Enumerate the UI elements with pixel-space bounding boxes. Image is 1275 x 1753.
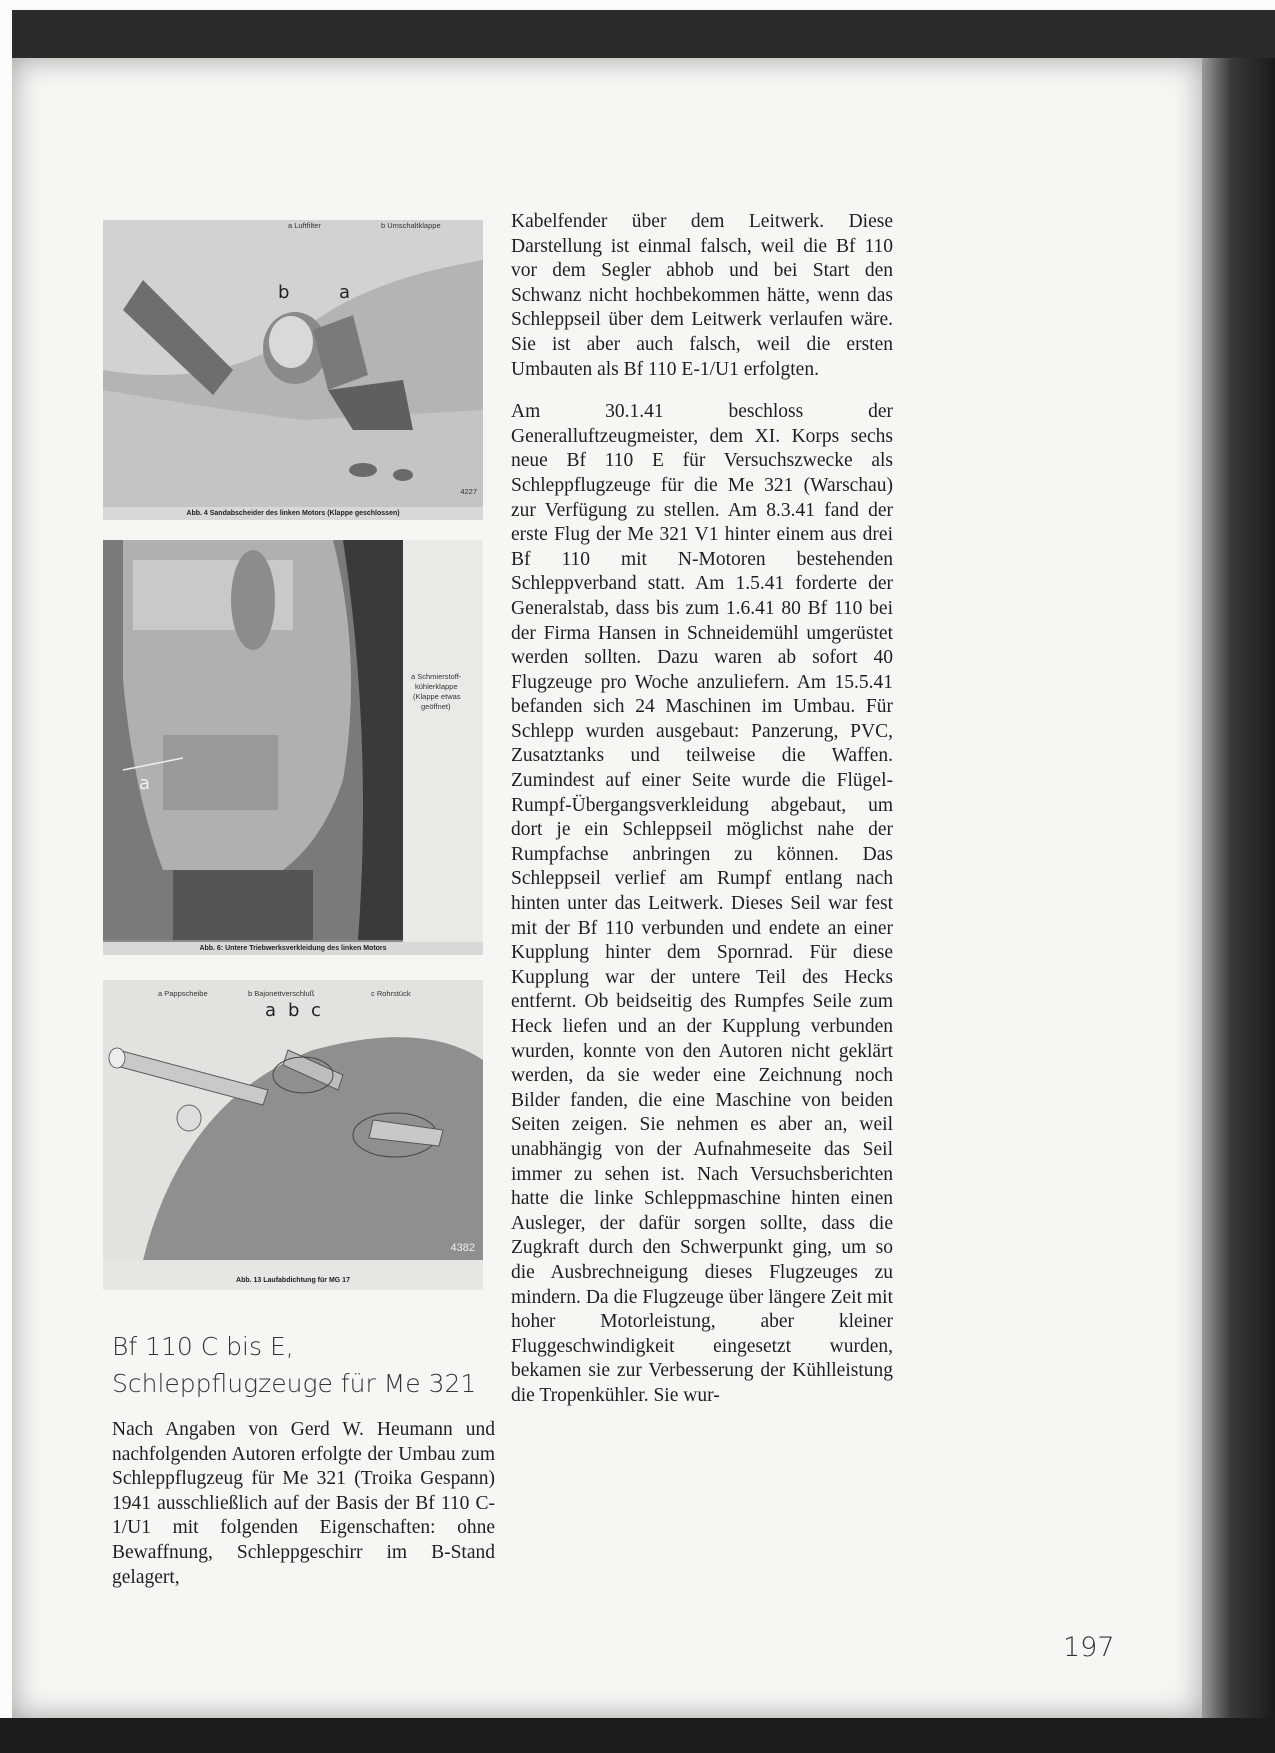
figure-side-label-3: (Klappe etwas: [413, 692, 461, 701]
figure-label-a-pappscheibe: a Pappscheibe: [158, 989, 208, 998]
figure-letter-a: a: [265, 1000, 277, 1021]
book-spine-edge: [1202, 58, 1275, 1718]
section-heading-line-1: Bf 110 C bis E,: [112, 1332, 294, 1361]
page-number: 197: [1063, 1632, 1115, 1663]
figure-letter-c: c: [311, 1000, 321, 1021]
figure-side-label-1: a Schmierstoff-: [411, 672, 462, 681]
scan-border-top: [0, 0, 1275, 10]
engine-cowling-photo: [103, 540, 403, 940]
figure-sand-filter: [103, 220, 483, 520]
figure-photo-number: 4382: [450, 1242, 475, 1254]
body-paragraph: Am 30.1.41 beschloss der Generalluftzeugmeister, dem XI. Korps sechs neue Bf 110 E für Versuchszwecke als Schleppflugzeuge für die Me 321 (Warschau) zur Verfügung zu stellen. Am 8.3.41 fand der erste Flug der Me 321 V1 hinter einem aus drei Bf 110 mit N-Motoren bestehenden Schleppverband statt. Am 1.5.41 forderte der Generalstab, dass bis zum 1.6.41 80 Bf 110 bei der Firma Hansen in Schneidemühl umgerüstet werden sollten. Dazu waren ab sofort 40 Flugzeuge pro Woche anzuliefern. Am 15.5.41 befanden sich 24 Maschinen im Umbau. Für Schlepp wurden ausgebaut: Panzerung, PVC, Zusatztanks und teilweise die Waffen. Zumindest auf einer Seite wurde die Flügel-Rumpf-Übergangsverkleidung abgebaut, um dort je ein Schleppseil möglichst nahe der Rumpfachse anbringen zu können. Das Schleppseil verlief am Rumpf entlang nach hinten unter das Leitwerk. Dieses Seil war fest mit der Bf 110 verbunden und endete an einer Kupplung hinter dem Spornrad. Für diese Kupplung war der untere Teil des Hecks entfernt. Ob beidseitig des Rumpfes Seile zum Heck liefen und an der Kupplung verbunden wurden, konnte von den Autoren nicht geklärt werden, da sie weder eine Zeichnung noch Bilder fanden, die eine Maschine von beiden Seiten zeigen. Sie nehmen es aber an, weil unabhängig von der Aufnahmeseite das Seil immer zu sehen ist. Nach Versuchsberichten hatte die linke Schleppmaschine hinten einen Ausleger, der dafür sorgen sollte, dass die Zugkraft durch den Schwerpunkt ging, um so die Ausbrechneigung dieses Flugzeuges zu mindern. Da die Flugzeuge über längere Zeit mit hoher Motorleistung, aber kleiner Fluggeschwindigkeit eingesetzt wurden, bekamen sie zur Verbesserung der Kühlleistung die Tropenkühler. Sie wur-: [511, 401, 893, 1406]
section-heading: [112, 1328, 492, 1402]
body-paragraph: Nach Angaben von Gerd W. Heumann und nachfolgenden Autoren erfolgte der Umbau zum Schleppflugzeug für Me 321 (Troika Gespann) 1941 ausschließlich auf der Basis der Bf 110 C-1/U1 mit folgenden Eigenschaften: ohne Bewaffnung, Schleppgeschirr im B-Stand gelagert,: [112, 1419, 495, 1588]
scan-border-bottom: [0, 1718, 1275, 1753]
figure-letter-b: b: [278, 282, 290, 303]
right-text-column: [511, 210, 893, 1427]
figure-letter-a: a: [139, 773, 151, 794]
figure-label-b-bajonettverschluss: b Bajonettverschluß: [248, 989, 315, 998]
figure-side-label-2: kühlerklappe: [415, 682, 458, 691]
left-text-column: [112, 1418, 495, 1608]
figure-caption: Abb. 6: Untere Triebwerksverkleidung des linken Motors: [103, 942, 483, 955]
figure-side-label-4: geöffnet): [421, 702, 451, 711]
figure-letter-b: b: [288, 1000, 300, 1021]
figure-mg17-seal: [103, 980, 483, 1290]
figure-caption: Abb. 13 Laufabdichtung für MG 17: [103, 1271, 483, 1290]
scan-border-left: [0, 0, 12, 1753]
figure-letter-a: a: [339, 282, 351, 303]
mg17-seal-photo: [103, 980, 483, 1260]
section-heading-line-2: Schleppflugzeuge für Me 321: [112, 1369, 477, 1398]
engine-filter-photo: [103, 220, 483, 520]
figure-label-c-rohrstueck: c Rohrstück: [371, 989, 411, 998]
figure-photo-number: 4227: [460, 487, 477, 496]
figure-side-panel: [403, 540, 483, 955]
figure-caption: Abb. 4 Sandabscheider des linken Motors (Klappe geschlossen): [103, 507, 483, 520]
figure-label-b-umschaltklappe: b Umschaltklappe: [381, 221, 441, 230]
body-paragraph: Kabelfender über dem Leitwerk. Diese Darstellung ist einmal falsch, weil die Bf 110 vor dem Segler abhob und bei Start den Schwanz nicht hochbekommen hätte, wenn das Schleppseil über dem Leitwerk verlaufen wäre. Sie ist aber auch falsch, weil die ersten Umbauten als Bf 110 E-1/U1 erfolgten.: [511, 211, 893, 380]
figure-label-a-luftfilter: a Luftfilter: [288, 221, 321, 230]
figure-engine-cowling: [103, 540, 483, 955]
